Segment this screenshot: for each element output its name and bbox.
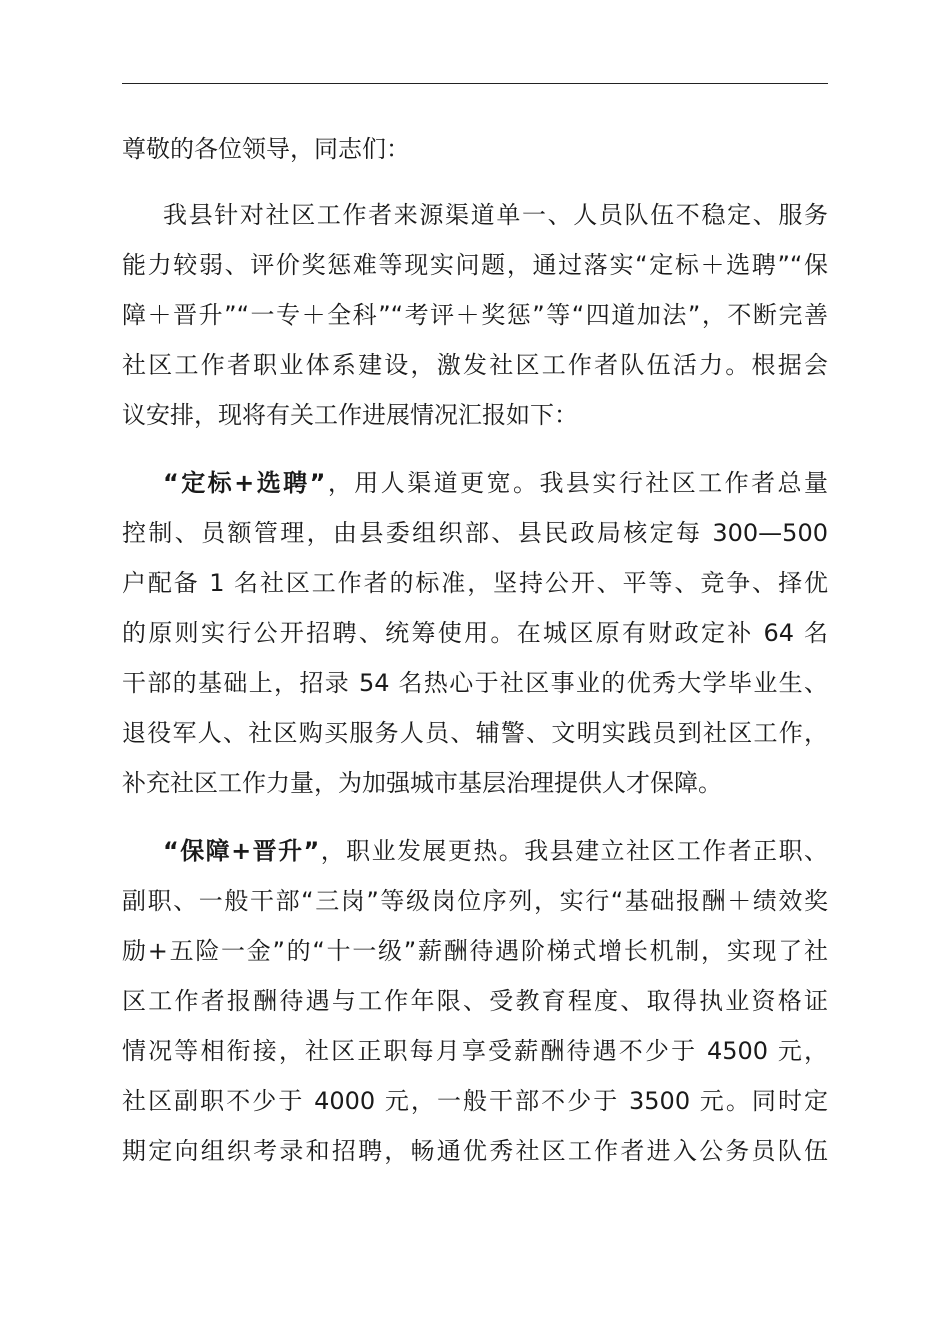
section-1-line: 退役军人、社区购买服务人员、辅警、文明实践员到社区工作， [122, 719, 828, 747]
section-1-line: 干部的基础上，招录 54 名热心于社区事业的优秀大学毕业生、 [122, 669, 828, 697]
section-1-paragraph [122, 458, 828, 808]
section-1-heading: “定标+选聘” [163, 469, 326, 497]
section-1-line: 补充社区工作力量，为加强城市基层治理提供人才保障。 [122, 769, 722, 797]
section-2-line: 副职、一般干部“三岗”等级岗位序列，实行“基础报酬＋绩效奖 [122, 887, 828, 915]
section-2-paragraph [122, 826, 828, 1176]
section-2-line: 区工作者报酬待遇与工作年限、受教育程度、取得执业资格证 [122, 987, 828, 1015]
section-2-line: 情况等相衔接，社区正职每月享受薪酬待遇不少于 4500 元， [122, 1037, 828, 1065]
intro-line: 能力较弱、评价奖惩难等现实问题，通过落实“定标＋选聘”“保 [122, 251, 828, 279]
header-rule [122, 83, 828, 84]
document-body [122, 124, 828, 1194]
section-2-line: 社区副职不少于 4000 元，一般干部不少于 3500 元。同时定 [122, 1087, 828, 1115]
section-1-first-line [122, 458, 828, 508]
section-2-line: 期定向组织考录和招聘，畅通优秀社区工作者进入公务员队伍 [122, 1137, 828, 1165]
intro-paragraph [122, 190, 828, 440]
section-2-first-line [122, 826, 828, 876]
section-1-line: 户配备 1 名社区工作者的标准，坚持公开、平等、竞争、择优 [122, 569, 828, 597]
intro-line: 社区工作者职业体系建设，激发社区工作者队伍活力。根据会 [122, 351, 828, 379]
intro-line: 障＋晋升”“一专＋全科”“考评＋奖惩”等“四道加法”，不断完善 [122, 301, 828, 329]
section-1-first-line-text: ，用人渠道更宽。我县实行社区工作者总量 [325, 469, 829, 497]
section-2-line: 励+五险一金”的“十一级”薪酬待遇阶梯式增长机制，实现了社 [122, 937, 828, 965]
section-1-line: 控制、员额管理，由县委组织部、县民政局核定每 300—500 [122, 519, 828, 547]
intro-line: 议安排，现将有关工作进展情况汇报如下： [122, 401, 578, 429]
section-1-line: 的原则实行公开招聘、统筹使用。在城区原有财政定补 64 名 [122, 619, 828, 647]
salutation: 尊敬的各位领导，同志们： [122, 135, 410, 163]
section-2-heading: “保障+晋升” [163, 837, 320, 865]
section-2-first-line-text: ，职业发展更热。我县建立社区工作者正职、 [319, 837, 829, 865]
intro-line: 我县针对社区工作者来源渠道单一、人员队伍不稳定、服务 [163, 201, 828, 229]
